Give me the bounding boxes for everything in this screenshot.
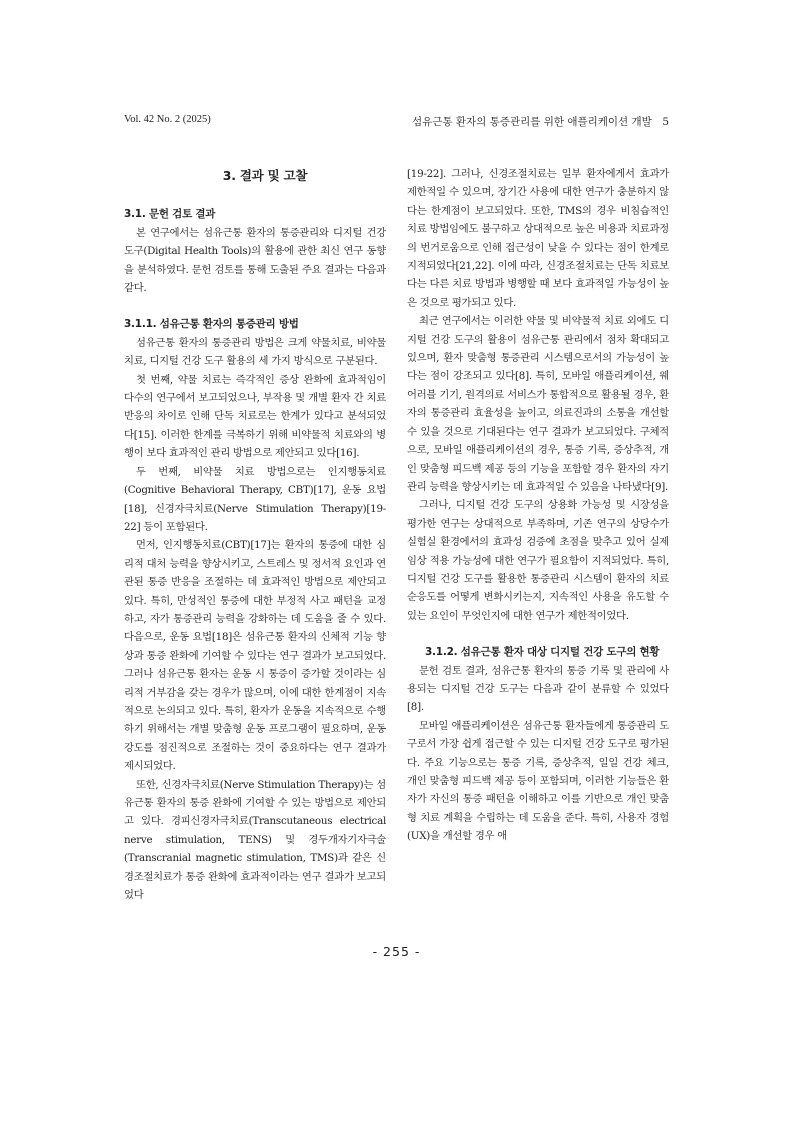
paragraph: 섬유근통 환자의 통증관리 방법은 크게 약물치료, 비약물 치료, 디지털 건강 도구 활용의 세 가지 방식으로 구분된다. xyxy=(124,336,386,368)
paragraph: 첫 번째, 약물 치료는 즉각적인 증상 완화에 효과적임이 다수의 연구에서 보고되었으나, 부작용 및 개별 환자 간 치료 반응의 차이로 인해 단독 치료로는 한계가 있다고 분석되었다[15]. 이러한 한계를 극복하기 위해 비약물적 치료와의 병행이 보다 효과적인 관리 방법으로 제안되고 있다[16]. xyxy=(124,373,386,460)
section-title: 3. 결과 및 고찰 xyxy=(222,168,308,183)
running-header-title: 섬유근통 환자의 통증관리를 위한 애플리케이션 개발 5 xyxy=(411,116,669,128)
paragraph: 그러나, 디지털 건강 도구의 상용화 가능성 및 시장성을 평가한 연구는 상대적으로 부족하며, 기존 연구의 상당수가 실험실 환경에서의 효과성 검증에 초점을 맞추고 있어 실제 임상 적용 가능성에 대한 연구가 필요함이 지적되었다. 특히, 디지털 건강 도구를 활용한 통증관리 시스템이 환자의 치료 순응도를 어떻게 변화시키는지, 지속적인 사용을 유도할 수 있는 요인이 무엇인지에 대한 연구가 제한적이었다. xyxy=(407,499,669,622)
subsection-heading-3-1-2: 3.1.2. 섬유근통 환자 대상 디지털 건강 도구의 현황 xyxy=(425,646,660,659)
paragraph: 또한, 신경자극치료(Nerve Stimulation Therapy)는 섬유근통 환자의 통증 완화에 기여할 수 있는 방법으로 제안되고 있다. 경피신경자극치료(Transcutaneous electrical nerve stimulation, TENS) 및 경두개자기자극술(Transcranial magnetic stimulation, TMS)과 같은 신경조절치료가 통증 완화에 효과적이라는 연구 결과가 보고되었다 xyxy=(124,778,386,902)
running-header-journal: Vol. 42 No. 2 (2025) xyxy=(124,114,211,125)
paragraph: [19-22]. 그러나, 신경조절치료는 일부 환자에게서 효과가 제한적일 수 있으며, 장기간 사용에 대한 연구가 충분하지 않다는 한계점이 보고되었다. 또한, TMS의 경우 비침습적인 치료 방법임에도 불구하고 상대적으로 높은 비용과 치료과정의 번거로움으로 인해 접근성이 낮을 수 있다는 점이 한계로 지적되었다[21,22]. 이에 따라, 신경조절치료는 단독 치료보다는 다른 치료 방법과 병행할 때 보다 효과적일 가능성이 높은 것으로 평가되고 있다. xyxy=(407,168,669,309)
paragraph: 문헌 검토 결과, 섬유근통 환자의 통증 기록 및 관리에 사용되는 디지털 건강 도구는 다음과 같이 분류할 수 있었다[8]. xyxy=(407,664,669,714)
subsection-heading-3-1: 3.1. 문헌 검토 결과 xyxy=(124,208,216,221)
left-column xyxy=(124,165,386,904)
paragraph: 모바일 애플리케이션은 섬유근통 환자들에게 통증관리 도구로서 가장 쉽게 접근할 수 있는 디지털 건강 도구로 평가된다. 주요 기능으로는 통증 기록, 증상추적, 일일 건강 체크, 개인 맞춤형 피드백 제공 등이 포함되며, 이러한 기능들은 환자가 자신의 통증 패턴을 이해하고 이를 기반으로 개인 맞춤형 치료 계획을 수립하는 데 도움을 준다. 특히, 사용자 경험(UX)을 개선할 경우 애 xyxy=(407,719,669,843)
subsection-heading-3-1-1: 3.1.1. 섬유근통 환자의 통증관리 방법 xyxy=(124,318,299,331)
paragraph: 먼저, 인지행동치료(CBT)[17]는 환자의 통증에 대한 심리적 대처 능력을 향상시키고, 스트레스 및 정서적 요인과 연관된 통증 반응을 조절하는 데 효과적인 방법으로 제안되고 있다. 특히, 만성적인 통증에 대한 부정적 사고 패턴을 교정하고, 자가 통증관리 능력을 강화하는 데 도움을 줄 수 있다. 다음으로, 운동 요법[18]은 섬유근통 환자의 신체적 기능 향상과 통증 완화에 기여할 수 있다는 연구 결과가 보고되었다. 그러나 섬유근통 환자는 운동 시 통증이 증가할 것이라는 심리적 거부감을 갖는 경우가 많으며, 이에 대한 한계점이 지속적으로 논의되고 있다. 특히, 환자가 운동을 지속적으로 수행하기 위해서는 개별 맞춤형 운동 프로그램이 필요하며, 운동 강도를 점진적으로 조절하는 것이 중요하다는 연구 결과가 제시되었다. xyxy=(124,539,386,773)
paragraph: 최근 연구에서는 이러한 약물 및 비약물적 치료 외에도 디지털 건강 도구의 활용이 섬유근통 관리에서 점차 확대되고 있으며, 환자 맞춤형 통증관리 시스템으로서의 가능성이 높다는 점이 강조되고 있다[8]. 특히, 모바일 애플리케이션, 웨어러블 기기, 원격의료 서비스가 통합적으로 활용될 경우, 환자의 통증관리 효율성을 높이고, 의료진과의 소통을 개선할 수 있을 것으로 기대된다는 연구 결과가 보고되었다. 구체적으로, 모바일 애플리케이션의 경우, 통증 기록, 증상추적, 개인 맞춤형 피드백 제공 등의 기능을 포함할 경우 환자의 자기관리 능력을 향상시키는 데 효과적일 수 있음을 나타냈다[9]. xyxy=(407,315,669,493)
right-column xyxy=(407,165,669,846)
paragraph: 본 연구에서는 섬유근통 환자의 통증관리와 디지털 건강 도구(Digital Health Tools)의 활용에 관한 최신 연구 동향을 분석하였다. 문헌 검토를 통해 도출된 주요 결과는 다음과 같다. xyxy=(124,226,386,295)
paragraph: 두 번째, 비약물 치료 방법으로는 인지행동치료(Cognitive Behavioral Therapy, CBT)[17], 운동 요법[18], 신경자극치료(Nerve Stimulation Therapy)[19-22] 등이 포함된다. xyxy=(124,465,386,533)
page-number: - 255 - xyxy=(372,944,421,959)
